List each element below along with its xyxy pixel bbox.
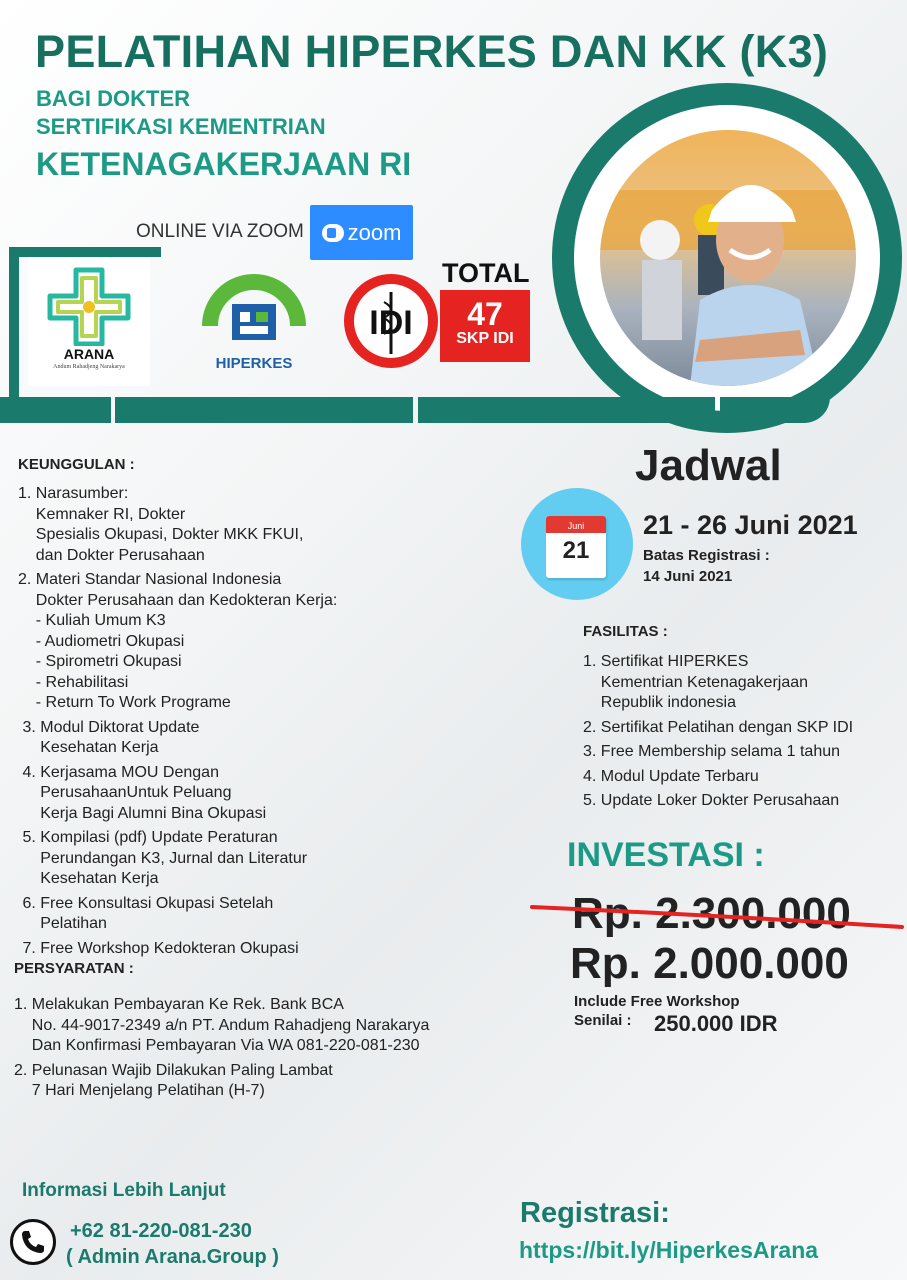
persyaratan-heading: PERSYARATAN : <box>14 960 134 977</box>
persyaratan-list <box>14 995 429 1102</box>
worker-illustration <box>600 130 856 386</box>
list-item: 7. Free Workshop Kedokteran Okupasi <box>18 939 299 957</box>
training-dates: 21 - 26 Juni 2021 <box>643 510 858 540</box>
list-item: No. 44-9017-2349 a/n PT. Andum Rahadjeng Narakarya <box>14 1016 430 1034</box>
hiperkes-logo-text: HIPERKES <box>215 355 293 372</box>
list-item: Kesehatan Kerja <box>18 870 159 887</box>
fasilitas-section <box>583 623 853 812</box>
total-label: TOTAL <box>442 258 530 288</box>
list-item: Kemnaker RI, Dokter <box>18 505 186 523</box>
divider-bar <box>418 397 715 423</box>
list-item: - Kuliah Umum K3 <box>18 612 166 629</box>
arana-tagline: Andum Rahadjeng Narakarya <box>53 364 125 370</box>
list-item: - Return To Work Programe <box>18 694 231 711</box>
skp-label: SKP IDI <box>456 330 514 347</box>
admin-label: ( Admin Arana.Group ) <box>66 1246 279 1268</box>
divider-bar <box>0 397 111 423</box>
senilai-label: Senilai : <box>574 1012 632 1029</box>
jadwal-heading: Jadwal <box>635 441 782 490</box>
list-item: 1. Narasumber: <box>18 485 129 502</box>
registration-deadline <box>643 545 770 587</box>
arana-cross-icon <box>28 258 150 346</box>
list-item: Republik indonesia <box>583 694 736 711</box>
list-item: 4. Modul Update Terbaru <box>583 767 759 785</box>
subtitle-audience: BAGI DOKTER <box>36 86 190 111</box>
calendar-day: 21 <box>562 537 590 564</box>
investasi-heading: INVESTASI : <box>567 836 765 874</box>
list-item: 4. Kerjasama MOU Dengan <box>18 763 219 781</box>
list-item: 5. Kompilasi (pdf) Update Peraturan <box>18 829 278 846</box>
online-label: ONLINE VIA ZOOM <box>136 221 304 242</box>
strikethrough-mark <box>530 893 905 933</box>
divider-bar <box>720 397 830 423</box>
info-label: Informasi Lebih Lanjut <box>22 1180 226 1201</box>
list-item: dan Dokter Perusahaan <box>18 546 205 564</box>
idi-logo-text: IDI <box>369 304 413 342</box>
registration-label: Registrasi: <box>520 1197 670 1229</box>
senilai-value: 250.000 IDR <box>654 1011 778 1036</box>
include-workshop: Include Free Workshop <box>574 993 740 1010</box>
fasilitas-list <box>583 652 853 812</box>
batas-date: 14 Juni 2021 <box>643 568 733 585</box>
list-item: 2. Sertifikat Pelatihan dengan SKP IDI <box>583 718 854 736</box>
list-item: Kesehatan Kerja <box>18 739 159 756</box>
hiperkes-logo <box>200 272 308 380</box>
registration-link[interactable]: https://bit.ly/HiperkesArana <box>519 1237 819 1263</box>
calendar-month: Juni <box>546 516 606 533</box>
fasilitas-heading: FASILITAS : <box>583 623 668 640</box>
list-item: Dan Konfirmasi Pembayaran Via WA 081-220-081-230 <box>14 1037 420 1054</box>
batas-label: Batas Registrasi : <box>643 547 770 564</box>
video-camera-icon <box>322 224 344 242</box>
list-item: 1. Melakukan Pembayaran Ke Rek. Bank BCA <box>14 996 344 1013</box>
skp-badge <box>440 290 530 362</box>
calendar-icon <box>546 516 606 578</box>
list-item: Kementrian Ketenagakerjaan <box>583 673 809 691</box>
keunggulan-list <box>18 484 337 959</box>
new-price: Rp. 2.000.000 <box>570 939 849 988</box>
worker-photo <box>600 130 856 386</box>
list-item: 6. Free Konsultasi Okupasi Setelah <box>18 894 274 912</box>
idi-logo <box>342 272 440 370</box>
arana-name: ARANA <box>63 346 115 362</box>
divider-bar <box>115 397 413 423</box>
list-item: 3. Modul Diktorat Update <box>18 718 200 736</box>
page-title: PELATIHAN HIPERKES DAN KK (K3) <box>35 26 829 77</box>
list-item: - Rehabilitasi <box>18 673 129 691</box>
phone-icon[interactable] <box>10 1219 56 1265</box>
list-item: 7 Hari Menjelang Pelatihan (H-7) <box>14 1082 265 1099</box>
list-item: Dokter Perusahaan dan Kedokteran Kerja: <box>18 591 338 609</box>
subtitle-certification: SERTIFIKASI KEMENTRIAN <box>36 114 326 139</box>
list-item: 3. Free Membership selama 1 tahun <box>583 743 841 760</box>
list-item: Perundangan K3, Jurnal dan Literatur <box>18 849 308 867</box>
list-item: PerusahaanUntuk Peluang <box>18 784 232 801</box>
list-item: Pelatihan <box>18 915 107 932</box>
list-item: 2. Pelunasan Wajib Dilakukan Paling Lambat <box>14 1061 333 1079</box>
old-price: Rp. 2.300.000 <box>572 889 851 938</box>
keunggulan-section <box>18 456 337 959</box>
subtitle-ministry: KETENAGAKERJAAN RI <box>36 146 412 182</box>
list-item: 2. Materi Standar Nasional Indonesia <box>18 571 282 588</box>
list-item: 1. Sertifikat HIPERKES <box>583 653 749 670</box>
list-item: - Audiometri Okupasi <box>18 632 185 650</box>
skp-number: 47 <box>467 296 503 332</box>
list-item: 5. Update Loker Dokter Perusahaan <box>583 792 840 809</box>
zoom-logo-text: zoom <box>347 219 402 245</box>
phone-number[interactable]: +62 81-220-081-230 <box>70 1220 252 1242</box>
list-item: Kerja Bagi Alumni Bina Okupasi <box>18 804 267 822</box>
phone-handset-icon <box>13 1222 53 1262</box>
keunggulan-heading: KEUNGGULAN : <box>18 456 135 473</box>
list-item: Spesialis Okupasi, Dokter MKK FKUI, <box>18 526 304 543</box>
zoom-logo <box>310 205 413 260</box>
persyaratan-section <box>14 960 429 1102</box>
list-item: - Spirometri Okupasi <box>18 653 182 670</box>
